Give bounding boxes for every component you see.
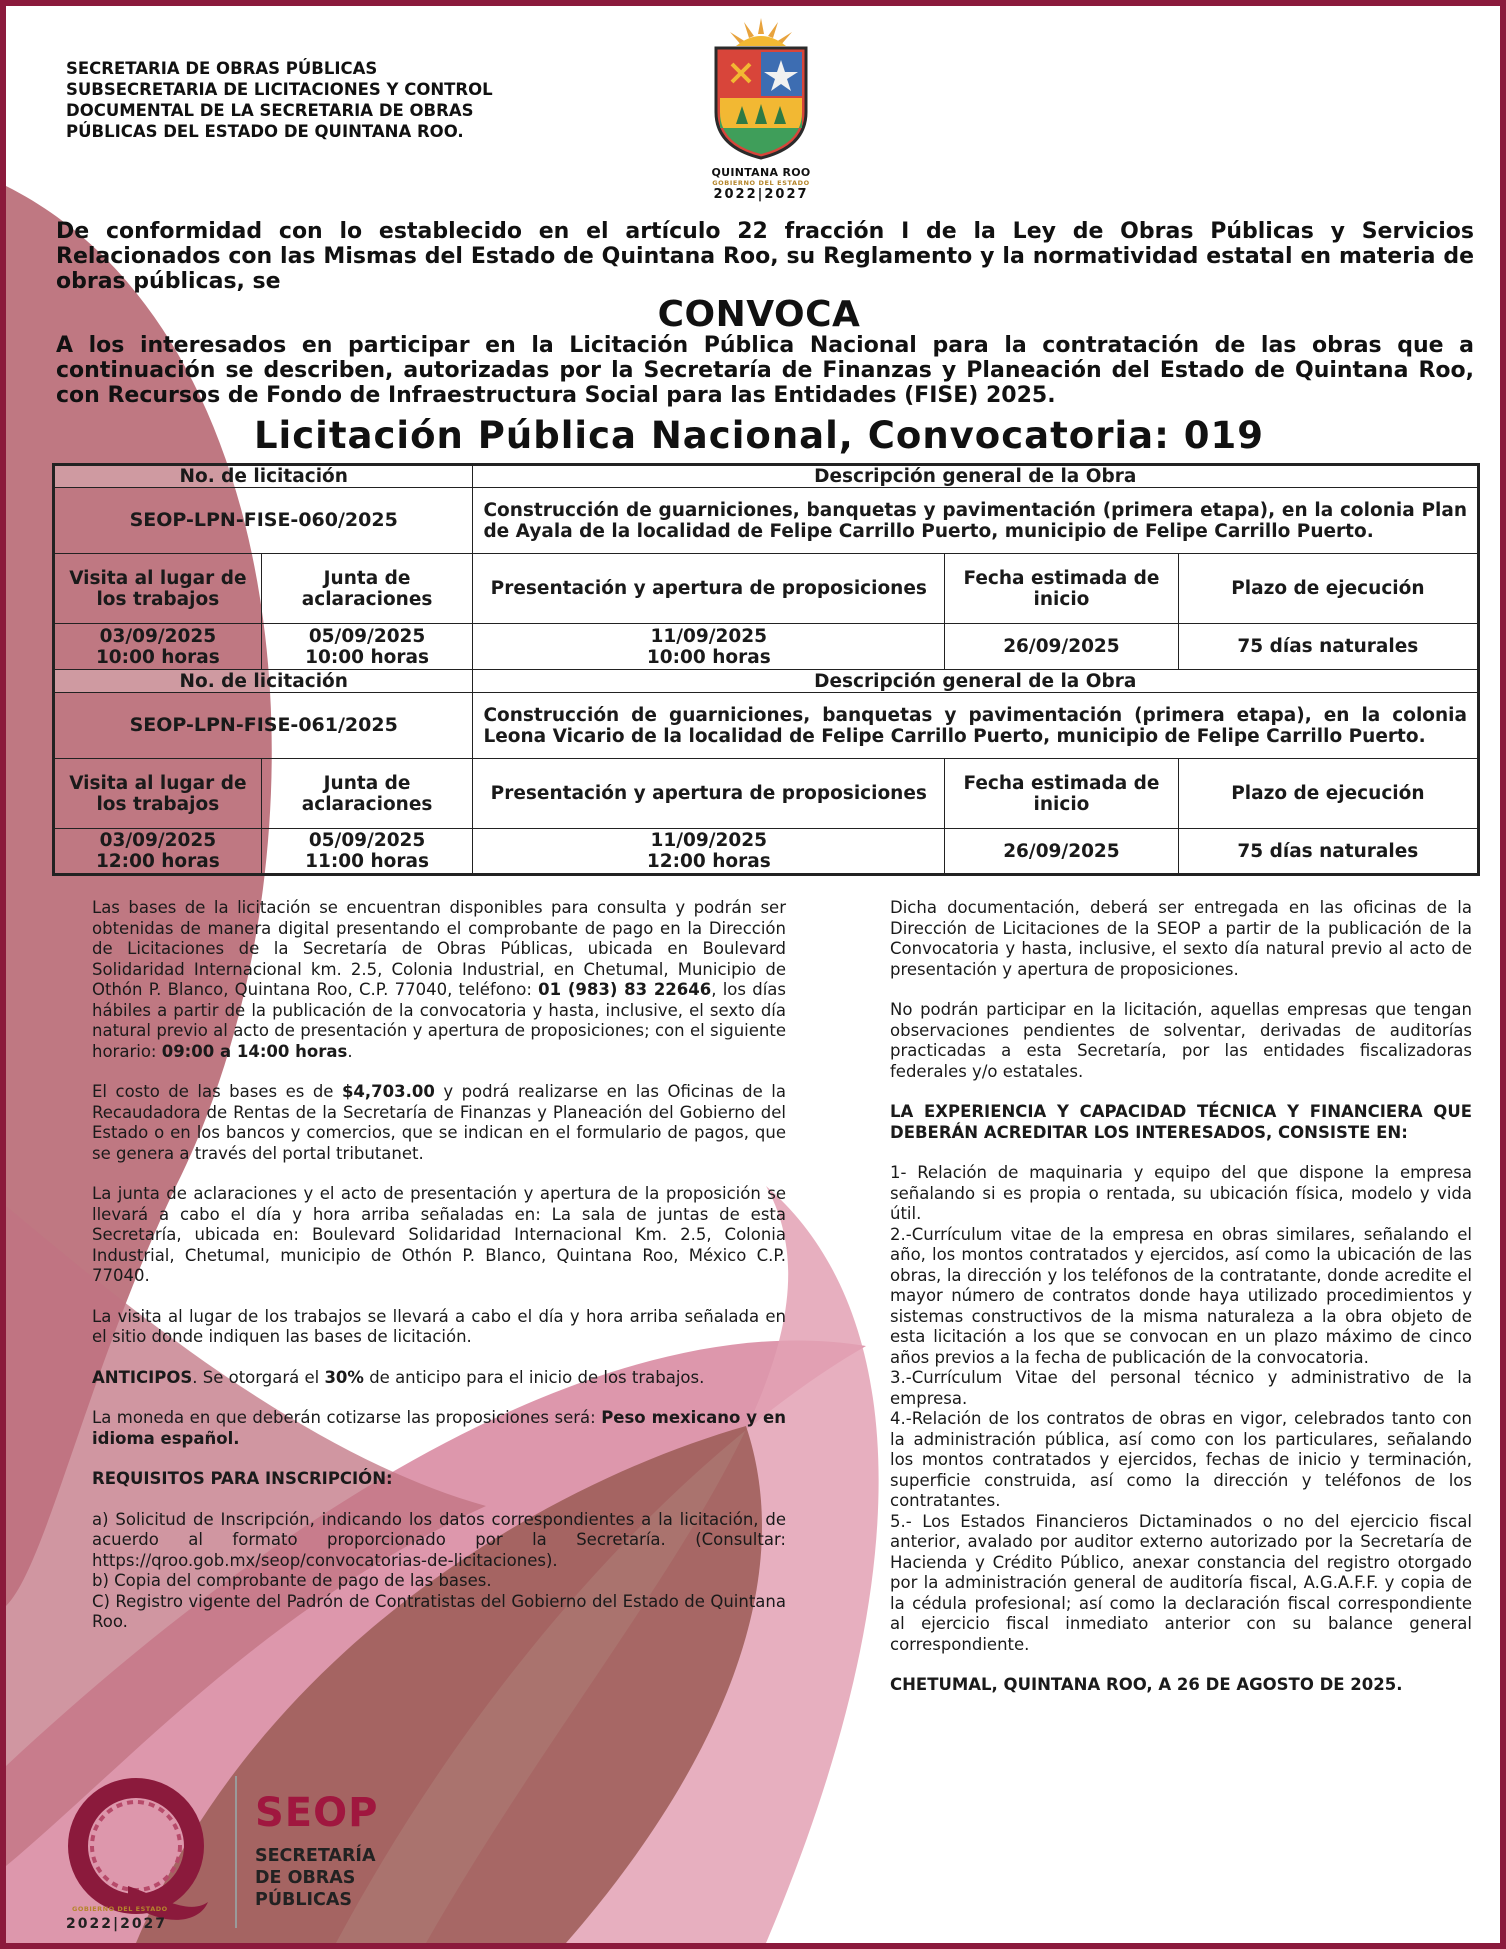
presentacion-time: 12:00 horas: [646, 851, 771, 872]
footer-gobierno: GOBIERNO DEL ESTADO: [72, 1905, 168, 1913]
col-header-junta: Junta de aclaraciones: [261, 759, 473, 829]
table-row: [54, 693, 1479, 759]
table-row: [54, 488, 1479, 554]
office-hours: 09:00 a 14:00 horas: [161, 1041, 348, 1061]
col-header-fecha-inicio: Fecha estimada de inicio: [945, 759, 1179, 829]
tender-description: Construcción de guarniciones, banquetas y pavimentación (primera etapa), en la colonia Plan de Ayala de la localidad de Felipe Carrillo Puerto, municipio de Felipe Carrillo Puerto.: [473, 488, 1479, 554]
col-header-visita: Visita al lugar de los trabajos: [54, 759, 262, 829]
restriccion-paragraph: No podrán participar en la licitación, aquellas empresas que tengan observaciones pendientes de solventar, derivadas de auditorías practicadas a esta Secretaría, por las entidades fiscalizadoras federales y/o estatales.: [890, 1000, 1472, 1081]
moneda-paragraph: La moneda en que deberán cotizarse las proposiciones será: Peso mexicano y en idioma español.: [92, 1408, 786, 1448]
junta-cell: [261, 624, 473, 670]
seop-subtitle-line: PÚBLICAS: [255, 1890, 353, 1910]
bases-cost: $4,703.00: [341, 1082, 435, 1101]
institution-header: [66, 58, 536, 142]
presentacion-date: 11/09/2025: [650, 625, 768, 647]
col-header-fecha-inicio: Fecha estimada de inicio: [945, 554, 1179, 624]
table-row: [54, 829, 1479, 875]
list-item: b) Copia del comprobante de pago de las bases.: [92, 1571, 492, 1590]
table-header-row: [54, 670, 1479, 693]
crest-subtitle: GOBIERNO DEL ESTADO: [712, 179, 810, 187]
intro-paragraph: De conformidad con lo establecido en el artículo 22 fracción I de la Ley de Obras Públicas y Servicios Relacionados con las Mismas del Estado de Quintana Roo, su Reglamento y la normatividad estatal en materia de obras públicas, se: [56, 219, 1474, 294]
junta-time: 11:00 horas: [305, 851, 429, 872]
institution-line: PÚBLICAS DEL ESTADO DE QUINTANA ROO.: [66, 122, 464, 141]
tenders-table: [52, 463, 1480, 876]
presentacion-cell: [473, 829, 945, 875]
crest-shield-icon: [706, 12, 816, 162]
visita-time: 12:00 horas: [95, 851, 220, 872]
col-header-numero: No. de licitación: [54, 670, 473, 693]
junta-time: 10:00 horas: [305, 646, 429, 668]
institution-line: SUBSECRETARIA DE LICITACIONES Y CONTROL: [66, 80, 493, 99]
presentacion-date: 11/09/2025: [650, 830, 768, 851]
visita-time: 10:00 horas: [95, 646, 220, 668]
list-item: C) Registro vigente del Padrón de Contratistas del Gobierno del Estado de Quintana Roo.: [92, 1591, 786, 1631]
table-row: [54, 624, 1479, 670]
presentacion-time: 10:00 horas: [646, 646, 771, 668]
visita-paragraph: La visita al lugar de los trabajos se llevará a cabo el día y hora arriba señalada en el sitio donde indiquen las bases de licitación.: [92, 1306, 786, 1346]
closing-line: CHETUMAL, QUINTANA ROO, A 26 DE AGOSTO DE 2025.: [890, 1675, 1403, 1694]
quintana-roo-crest: [696, 12, 826, 212]
anticipos-paragraph: ANTICIPOS. Se otorgará el 30% de anticipo para el inicio de los trabajos.: [92, 1367, 705, 1387]
col-header-visita: Visita al lugar de los trabajos: [54, 554, 262, 624]
seop-subtitle: [255, 1845, 375, 1911]
col-header-junta: Junta de aclaraciones: [261, 554, 473, 624]
junta-paragraph: La junta de aclaraciones y el acto de presentación y apertura de la proposición se llevará a cabo el día y hora arriba señaladas en: La sala de juntas de esta Secretaría, ubicada en: Boulevard Solidaridad Internacional Km. 2.5, Colonia Industrial, Chetumal, municipio de Othón P. Blanco, Quintana Roo, México C.P. 77040.: [92, 1184, 786, 1285]
col-header-presentacion: Presentación y apertura de proposiciones: [473, 554, 945, 624]
crest-name: QUINTANA ROO: [711, 166, 811, 179]
col-header-plazo: Plazo de ejecución: [1178, 759, 1478, 829]
plazo-cell: 75 días naturales: [1178, 624, 1478, 670]
col-header-descripcion: Descripción general de la Obra: [473, 670, 1479, 693]
footer-years: 2022|2027: [66, 1916, 168, 1932]
list-item: 5.- Los Estados Financieros Dictaminados o no del ejercicio fiscal anterior, avalado por auditor externo autorizado por la Secretaría de Hacienda y Crédito Público, anexar constancia del registro otorgado por la administración general de auditoría fiscal, A.G.A.F.F. y copia de la cédula profesional; así como la declaración fiscal correspondiente al ejercicio fiscal inmediato anterior con su balance general correspondiente.: [890, 1511, 1472, 1654]
crest-years: 2022|2027: [713, 187, 809, 202]
bases-paragraph: Las bases de la licitación se encuentran disponibles para consulta y podrán ser obtenidas de manera digital presentando el comprobante de pago en la Dirección de Licitaciones de la Secretaría de Obras Públicas, ubicada en Boulevard Solidaridad Internacional km. 2.5, Colonia Industrial, en Chetumal, Municipio de Othón P. Blanco, Quintana Roo, C.P. 77040, teléfono: 01 (983) 83 22646, los días hábiles a partir de la publicación de la convocatoria y hasta, inclusive, el sexto día natural previo al acto de presentación y apertura de proposiciones; con el siguiente horario: 09:00 a 14:00 horas.: [92, 898, 786, 1061]
anticipo-percent: 30%: [324, 1367, 364, 1387]
institution-line: SECRETARIA DE OBRAS PÚBLICAS: [66, 59, 378, 78]
convocatoria-title: Licitación Pública Nacional, Convocatoria: 019: [253, 414, 1265, 457]
visita-cell: [54, 829, 262, 875]
col-header-presentacion: Presentación y apertura de proposiciones: [473, 759, 945, 829]
seop-subtitle-line: SECRETARÍA: [255, 1846, 376, 1866]
requisitos-list: [92, 1510, 786, 1633]
junta-date: 05/09/2025: [308, 830, 426, 851]
footer-divider: [235, 1776, 237, 1928]
experiencia-heading: LA EXPERIENCIA Y CAPACIDAD TÉCNICA Y FINANCIERA QUE DEBERÁN ACREDITAR LOS INTERESADOS, CONSISTE EN:: [890, 1102, 1472, 1142]
col-header-numero: No. de licitación: [54, 465, 473, 488]
visita-date: 03/09/2025: [99, 830, 217, 851]
documentacion-paragraph: Dicha documentación, deberá ser entregada en las oficinas de la Dirección de Licitaciones de la SEOP a partir de la publicación de la Convocatoria y hasta, inclusive, el sexto día natural previo al acto de presentación y apertura de proposiciones.: [890, 898, 1472, 979]
experiencia-list: [890, 1163, 1472, 1655]
institution-line: DOCUMENTAL DE LA SECRETARIA DE OBRAS: [66, 101, 474, 120]
list-item: 4.-Relación de los contratos de obras en vigor, celebrados tanto con la administración pública, así como con los particulares, señalando los montos contratados y ejercidos, fechas de inicio y terminación, superficie construida, así como la dirección y teléfonos de los contratantes.: [890, 1409, 1472, 1510]
plazo-cell: 75 días naturales: [1178, 829, 1478, 875]
list-item: 1- Relación de maquinaria y equipo del que dispone la empresa señalando si es propia o rentada, su ubicación física, modelo y vida útil.: [890, 1163, 1472, 1223]
convoca-heading: CONVOCA: [657, 294, 861, 335]
phone-number: 01 (983) 83 22646: [538, 980, 712, 999]
cost-paragraph: El costo de las bases es de $4,703.00 y podrá realizarse en las Oficinas de la Recaudadora de Rentas de la Secretaría de Finanzas y Planeación del Gobierno del Estado o en los bancos y comercios, que se indican en el formulario de pagos, que se genera a través del portal tributanet.: [92, 1082, 786, 1163]
col-header-descripcion: Descripción general de la Obra: [473, 465, 1479, 488]
requisitos-heading: REQUISITOS PARA INSCRIPCIÓN:: [92, 1469, 393, 1488]
seop-logo-text: SEOP: [255, 1790, 379, 1836]
inicio-cell: 26/09/2025: [945, 829, 1179, 875]
presentacion-cell: [473, 624, 945, 670]
list-item: 2.-Currículum vitae de la empresa en obras similares, señalando el año, los montos contratados y ejercidos, así como la ubicación de las obras, la dirección y los teléfonos de la contratante, donde acredite el mayor número de contratos donde haya utilizado procedimientos y sistemas constructivos de la misma naturaleza a la obra objeto de esta licitación a los que se convocan en un plazo máximo de cinco años previos a la fecha de publicación de la convocatoria.: [890, 1224, 1472, 1367]
tender-description: Construcción de guarniciones, banquetas y pavimentación (primera etapa), en la colonia Leona Vicario de la localidad de Felipe Carrillo Puerto, municipio de Felipe Carrillo Puerto.: [473, 693, 1479, 759]
junta-cell: [261, 829, 473, 875]
col-header-plazo: Plazo de ejecución: [1178, 554, 1478, 624]
tender-number: SEOP-LPN-FISE-061/2025: [54, 693, 473, 759]
tender-number: SEOP-LPN-FISE-060/2025: [54, 488, 473, 554]
list-item: 3.-Currículum Vitae del personal técnico y administrativo de la empresa.: [890, 1368, 1472, 1408]
inicio-cell: 26/09/2025: [945, 624, 1179, 670]
convoca-paragraph: A los interesados en participar en la Licitación Pública Nacional para la contratación de las obras que a continuación se describen, autorizadas por la Secretaría de Finanzas y Planeación del Estado de Quintana Roo, con Recursos de Fondo de Infraestructura Social para las Entidades (FISE) 2025.: [56, 333, 1474, 408]
visita-cell: [54, 624, 262, 670]
seop-subtitle-line: DE OBRAS: [255, 1868, 356, 1888]
table-subheader-row: [54, 759, 1479, 829]
junta-date: 05/09/2025: [308, 625, 426, 647]
visita-date: 03/09/2025: [99, 625, 217, 647]
table-subheader-row: [54, 554, 1479, 624]
left-column: [92, 898, 786, 1633]
list-item: a) Solicitud de Inscripción, indicando los datos correspondientes a la licitación, de acuerdo al formato proporcionado por la Secretaría. (Consultar: https://qroo.gob.mx/seop/convocatorias-de-licitaciones).: [92, 1509, 786, 1570]
table-header-row: [54, 465, 1479, 488]
right-column: [890, 898, 1472, 1716]
